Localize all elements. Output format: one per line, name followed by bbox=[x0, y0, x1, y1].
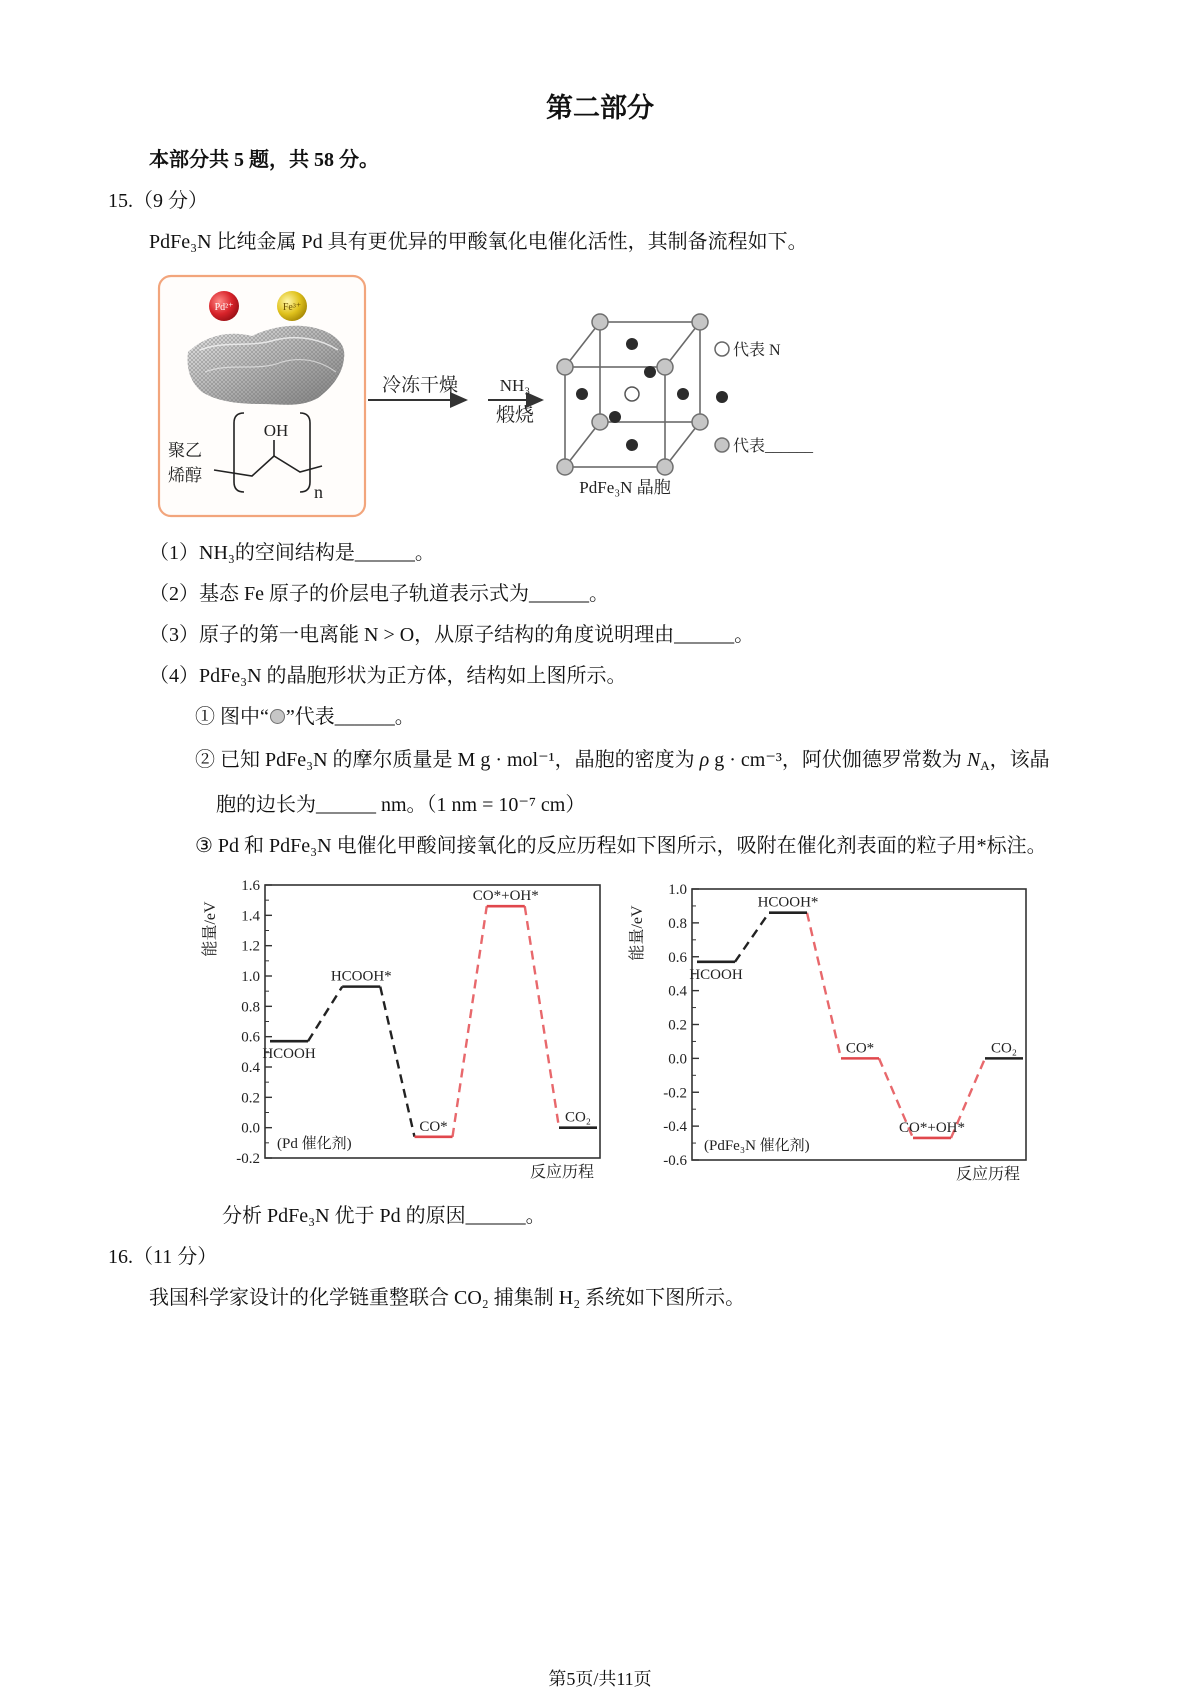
y-tick-label: 1.0 bbox=[241, 969, 260, 985]
q15-sub4-2-part-c: ，该晶 bbox=[989, 749, 1050, 771]
transition-connector bbox=[308, 987, 342, 1042]
x-axis-label: 反应历程 bbox=[529, 1164, 595, 1181]
q15-sub4-3: ③ Pd 和 PdFe₃N 电催化甲酸间接氧化的反应历程如下图所示，吸附在催化剂表面的粒子用*标注。 bbox=[195, 835, 1047, 857]
q15-header: 15.（9 分） bbox=[108, 190, 208, 212]
repeat-unit-n: n bbox=[314, 482, 323, 502]
face-center-atom bbox=[644, 366, 656, 378]
y-tick-label: 0.8 bbox=[668, 915, 687, 932]
face-center-atom bbox=[626, 338, 638, 350]
face-center-atom bbox=[609, 411, 621, 423]
q15-sub4-2-part-b: g · cm⁻³，阿伏伽德罗常数为 bbox=[709, 749, 967, 771]
q15-sub3: （3）原子的第一电离能 N > O，从原子结构的角度说明理由______。 bbox=[149, 624, 755, 646]
y-tick-label: 0.4 bbox=[668, 983, 687, 1000]
y-tick-label: 0.8 bbox=[241, 999, 260, 1016]
page-footer: 第5页/共11页 bbox=[548, 1669, 652, 1689]
energy-level-label: CO*+OH* bbox=[899, 1119, 965, 1136]
q15-analysis: 分析 PdFe₃N 优于 Pd 的原因______。 bbox=[222, 1205, 546, 1227]
corner-atom bbox=[657, 359, 673, 375]
step-calcination-label: 煅烧 bbox=[495, 405, 535, 426]
corner-atom bbox=[657, 459, 673, 475]
y-tick-label: -0.4 bbox=[663, 1119, 687, 1136]
y-tick-label: -0.2 bbox=[663, 1085, 687, 1102]
corner-atom bbox=[592, 314, 608, 330]
q15-sub4-2-continuation: 胞的边长为______ nm。（1 nm = 10⁻⁷ cm） bbox=[216, 794, 586, 816]
q15-sub4-1 bbox=[195, 705, 415, 729]
legend-gray-circle-icon bbox=[715, 438, 729, 452]
energy-level-label: CO* bbox=[845, 1040, 875, 1057]
q15-sub4-1-text-after: ”代表______。 bbox=[285, 706, 415, 728]
preparation-flow-figure bbox=[155, 272, 855, 522]
body-center-atom bbox=[625, 387, 639, 401]
q15-sub1: （1）NH₃的空间结构是______。 bbox=[149, 542, 435, 564]
energy-level-label: CO* bbox=[419, 1118, 448, 1135]
y-tick-label: 0.0 bbox=[668, 1051, 687, 1068]
transition-connector bbox=[807, 913, 841, 1059]
gray-circle-icon bbox=[270, 709, 285, 724]
transition-connector bbox=[735, 913, 769, 962]
energy-profile-charts bbox=[190, 872, 1050, 1188]
face-center-atom bbox=[626, 439, 638, 451]
q15-sub4-2 bbox=[195, 748, 1050, 778]
y-tick-label: 1.6 bbox=[241, 878, 260, 894]
unit-cell bbox=[557, 314, 708, 475]
polymer-name-line2: 烯醇 bbox=[168, 466, 202, 485]
pd-energy-chart bbox=[201, 878, 600, 1181]
energy-level-label: HCOOH* bbox=[757, 894, 819, 911]
corner-atom bbox=[557, 459, 573, 475]
y-tick-label: 0.6 bbox=[241, 1029, 260, 1046]
y-tick-label: 0.2 bbox=[241, 1090, 260, 1107]
y-tick-label: 1.4 bbox=[241, 908, 260, 925]
q15-stem: PdFe₃N 比纯金属 Pd 具有更优异的甲酸氧化电催化活性，其制备流程如下。 bbox=[149, 231, 808, 253]
chart-frame bbox=[692, 889, 1026, 1160]
legend-black-dot-icon bbox=[716, 391, 728, 403]
transition-connector bbox=[525, 906, 559, 1127]
energy-level-label: HCOOH bbox=[262, 1046, 316, 1063]
y-axis-label: 能量/eV bbox=[202, 901, 219, 957]
polymer-name-line1: 聚乙 bbox=[168, 441, 202, 460]
face-center-atom bbox=[677, 388, 689, 400]
catalyst-annotation: (PdFe₃N 催化剂) bbox=[704, 1138, 810, 1154]
x-axis-label: 反应历程 bbox=[955, 1166, 1021, 1183]
pdfe3n-energy-chart bbox=[628, 882, 1026, 1183]
q15-sub4: （4）PdFe₃N 的晶胞形状为正方体，结构如上图所示。 bbox=[149, 665, 627, 687]
energy-level-label: CO*+OH* bbox=[472, 888, 539, 905]
y-axis-label: 能量/eV bbox=[629, 905, 646, 961]
y-tick-label: 1.0 bbox=[668, 882, 687, 898]
y-tick-label: -0.2 bbox=[236, 1151, 260, 1167]
avogadro-subscript: A bbox=[980, 758, 990, 773]
y-tick-label: 0.6 bbox=[668, 949, 687, 966]
q15-sub2: （2）基态 Fe 原子的价层电子轨道表示式为______。 bbox=[149, 583, 609, 605]
legend-gray-label: 代表______ bbox=[733, 438, 814, 455]
y-tick-label: 1.2 bbox=[241, 938, 260, 955]
chart-frame bbox=[265, 885, 600, 1158]
legend-white-circle-icon bbox=[715, 342, 729, 356]
y-tick-label: 0.2 bbox=[668, 1017, 687, 1034]
step-nh3-label: NH₃ bbox=[499, 376, 531, 395]
step-freeze-dry-label: 冷冻干燥 bbox=[381, 375, 459, 396]
corner-atom bbox=[592, 414, 608, 430]
y-tick-label: -0.6 bbox=[663, 1153, 687, 1169]
section-intro: 本部分共 5 题，共 58 分。 bbox=[149, 149, 379, 171]
q16-stem: 我国科学家设计的化学链重整联合 CO₂ 捕集制 H₂ 系统如下图所示。 bbox=[149, 1287, 746, 1309]
energy-level-label: HCOOH* bbox=[330, 968, 392, 985]
y-tick-label: 0.0 bbox=[241, 1120, 260, 1137]
density-symbol: ρ bbox=[699, 749, 710, 771]
energy-level-label: CO₂ bbox=[564, 1109, 592, 1126]
hydroxyl-group-label: OH bbox=[263, 421, 289, 440]
transition-connector bbox=[453, 906, 487, 1137]
energy-level-label: HCOOH bbox=[689, 966, 743, 983]
unit-cell-caption: PdFe₃N 晶胞 bbox=[579, 478, 671, 497]
fe-ion-label: Fe³⁺ bbox=[282, 302, 302, 313]
fe-ion-ball bbox=[277, 291, 307, 321]
avogadro-symbol: N bbox=[966, 749, 981, 771]
q15-sub4-2-part-a: ② 已知 PdFe₃N 的摩尔质量是 M g · mol⁻¹，晶胞的密度为 bbox=[195, 749, 700, 771]
corner-atom bbox=[692, 414, 708, 430]
legend-white-label: 代表 N bbox=[733, 342, 781, 359]
face-center-atom bbox=[576, 388, 588, 400]
section-title: 第二部分 bbox=[546, 93, 654, 123]
pd-ion-label: Pd²⁺ bbox=[214, 302, 234, 313]
y-tick-label: 0.4 bbox=[241, 1060, 260, 1076]
corner-atom bbox=[692, 314, 708, 330]
q15-sub4-1-text-before: ① 图中“ bbox=[195, 706, 269, 728]
transition-connector bbox=[380, 987, 414, 1137]
corner-atom bbox=[557, 359, 573, 375]
q16-header: 16.（11 分） bbox=[108, 1246, 218, 1268]
catalyst-annotation: (Pd 催化剂) bbox=[277, 1136, 352, 1152]
energy-level-label: CO₂ bbox=[990, 1040, 1018, 1057]
pd-ion-ball bbox=[209, 291, 239, 321]
